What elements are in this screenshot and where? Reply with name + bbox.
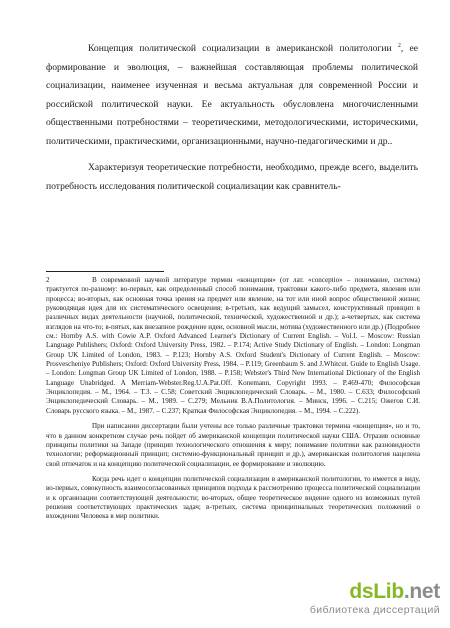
footnote-paragraph-2: При написании диссертации были учтены все только различные трактовки термина «концепция», но и то, что в данном конкретном случае речь пойдет об американской концепции политической науки США. Отразив основные принципы политики на Западе (принцип технологического отношения к миру; понимание политики как разновидности технологии; реформационный принцип; системно-функциональный принцип и др.), американская политология нацелена свой отпечаток и на концепцию политической социализации, ее формирование и эволюцию. xyxy=(46,422,420,468)
footnote-paragraph-1-text: В современной научной литературе термин «концепция» (от лат. «conceptio» – понимание, система) трактуется по-разному: во-первых, как определенный способ понимания, трактовки какого-либо предмета, явления или процесса; во-вторых, как основная точка зрения на предмет или явление, на тот или иной вопрос общественной жизни; руководящая идея для их систематического освещения; в-третьих, как ведущий замысел, конструктивный принцип в различных видах деятельности (научной, политической, технической, художественной и др.); а-четвертых, как система взглядов на что-то; в-пятых, как внезапное рождение идеи, основной мысли, мотива (художественного или др.) (Подробнее см.: Hornby A.S. with Cowie A.P. Oxford Advanced Learner's Dictionary of Current English. – Vol.I. – Moscow: Russian Language Publishers; Oxford: Oxford University Press, 1982. – P.174; Active Study Dictionary of English. – London: Longman Group UK Limited of London, 1983. – P.123; Hornby A.S. Oxford Student's Dictionary of Current English. – Moscow: Prosvescheniye Publishers; Oxford: Oxford University Press, 1984. – P.119; Greenbaum S. and J.Whitcut. Guide to English Usage. – London: Longman Group UK Limited of London, 1988. – P.158; Webster's Third New International Dictionary of the English Language Unabridged. A Merriam-Webster.Reg.U.A.Pat.Off. Konemann, Copyright 1993. – P.469-470; Философская Энциклопедия. – М., 1964. – Т.3. – С.58; Советский Энциклопедический Словарь. – М., 1980. – С.633; Философский Энциклопедический Словарь. – М., 1989. – С.279; Мельник В.А.Политология. – Минск, 1996. – С.215; Ожегов С.И. Словарь русского языка. – М., 1987. – С.237; Краткая Философская Энциклопедия. – М., 1994. – С.222). xyxy=(46,276,420,415)
main-text xyxy=(46,40,418,196)
footnote-separator xyxy=(46,271,164,272)
watermark-logo xyxy=(290,580,440,622)
body-paragraph-1 xyxy=(46,40,418,151)
body-paragraph-1-start: Концепция политической социализации в американской политологии xyxy=(88,43,392,54)
body-paragraph-1-rest: , ее формирование и эволюция, – важнейшая составляющая проблемы политической социализации, наименее изученная и весьма актуальная для современной России и российской политической науки. Ее актуальность обусловлена многочисленными общественными потребностями – теоретическими, методологическими, историческими, политическими, практическими, организационными, научно-педагогическими и др.. xyxy=(46,43,418,147)
footnote-paragraph-3: Когда речь идет о концепции политической социализации в американской политологии, то имеется в виду, во-первых, совокупность взаимосогласованных принципов подхода к рассмотрению процесса политической социализации и к организации соответствующей деятельности; во-вторых, общее теоретическое видение одного из возможных путей решения соответствующих практических задач; в-третьих, система принципиальных теоретических положений о вхождении Человека в мир политики. xyxy=(46,474,420,521)
footnote-paragraph-1 xyxy=(46,276,420,416)
footnote-ref[interactable]: 2 xyxy=(397,42,401,49)
watermark-site-green: dsLib xyxy=(349,580,404,603)
body-paragraph-2: Характеризуя теоретические потребности, необходимо, прежде всего, выделить потребность исследования политической социализации как сравнитель- xyxy=(46,162,418,192)
footnote xyxy=(46,276,420,522)
watermark-site-name xyxy=(290,580,440,604)
watermark-site-gray: .net xyxy=(403,580,440,603)
footnote-number: 2 xyxy=(46,276,50,284)
watermark-caption: библиотека диссертаций xyxy=(309,604,440,616)
